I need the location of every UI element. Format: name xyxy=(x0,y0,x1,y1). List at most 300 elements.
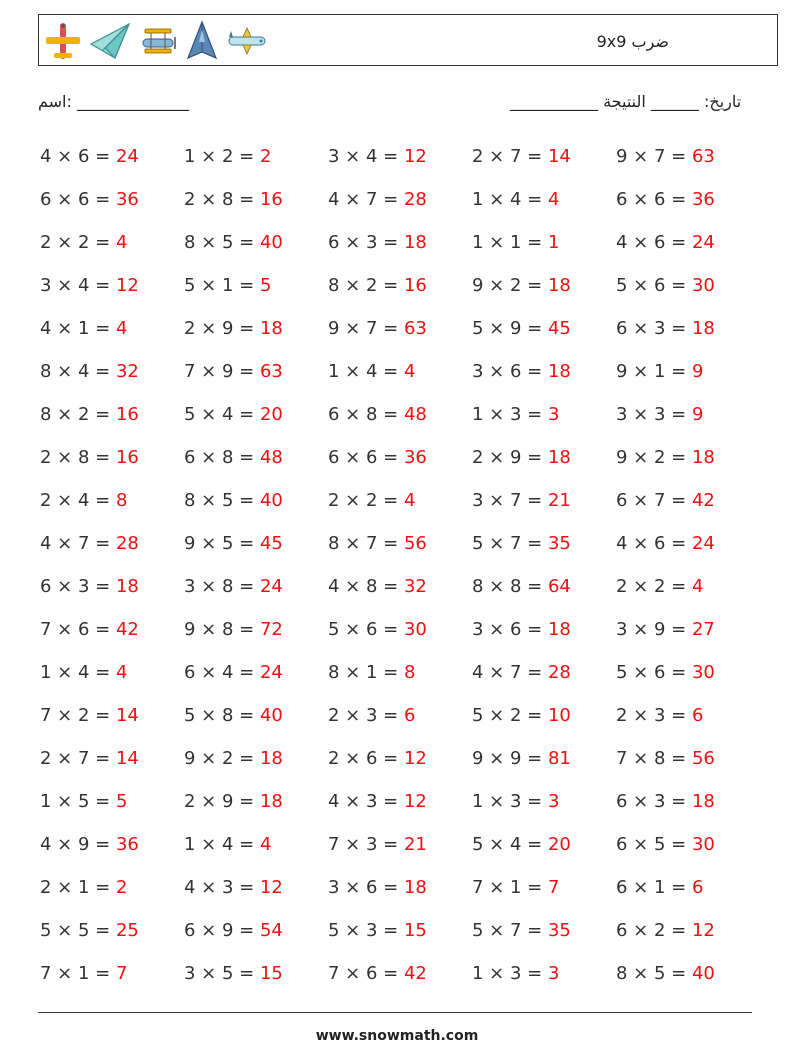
problem-cell xyxy=(40,135,184,178)
problem-expression: 7 × 6 = xyxy=(328,963,404,984)
header-icons xyxy=(43,19,269,63)
airliner-icon xyxy=(225,20,269,62)
problem-expression: 2 × 9 = xyxy=(184,791,260,812)
problem-expression: 1 × 2 = xyxy=(184,146,260,167)
problem-answer: 42 xyxy=(691,490,715,511)
problem-expression: 9 × 5 = xyxy=(184,533,260,554)
problem-expression: 3 × 6 = xyxy=(472,619,548,640)
problem-answer: 18 xyxy=(403,232,427,253)
problem-expression: 6 × 8 = xyxy=(328,404,404,425)
problem-answer: 40 xyxy=(259,232,283,253)
problem-expression: 9 × 2 = xyxy=(472,275,548,296)
problem-answer: 24 xyxy=(691,533,715,554)
problem-answer: 3 xyxy=(547,791,560,812)
problem-answer: 45 xyxy=(259,533,283,554)
jet-icon xyxy=(185,20,219,62)
problem-answer: 81 xyxy=(547,748,571,769)
problem-expression: 6 × 6 = xyxy=(616,189,692,210)
problem-answer: 40 xyxy=(691,963,715,984)
problem-cell xyxy=(472,694,616,737)
problem-answer: 6 xyxy=(403,705,416,726)
problem-cell xyxy=(472,350,616,393)
problem-answer: 18 xyxy=(259,318,283,339)
problem-cell xyxy=(184,952,328,995)
paper-plane-icon xyxy=(89,20,131,62)
problem-cell xyxy=(328,909,472,952)
problem-answer: 24 xyxy=(259,662,283,683)
problem-expression: 2 × 3 = xyxy=(328,705,404,726)
problem-answer: 48 xyxy=(403,404,427,425)
problem-cell xyxy=(472,823,616,866)
problem-answer: 18 xyxy=(259,791,283,812)
problem-answer: 1 xyxy=(547,232,560,253)
problem-expression: 3 × 3 = xyxy=(616,404,692,425)
problem-expression: 8 × 5 = xyxy=(616,963,692,984)
problem-answer: 54 xyxy=(259,920,283,941)
problem-expression: 7 × 6 = xyxy=(40,619,116,640)
problem-expression: 8 × 5 = xyxy=(184,490,260,511)
problem-expression: 5 × 7 = xyxy=(472,920,548,941)
problem-answer: 10 xyxy=(547,705,571,726)
problem-cell xyxy=(472,565,616,608)
problem-cell xyxy=(616,522,760,565)
problem-answer: 21 xyxy=(403,834,427,855)
problem-expression: 1 × 4 = xyxy=(184,834,260,855)
problem-answer: 36 xyxy=(691,189,715,210)
worksheet-header xyxy=(38,14,778,66)
problem-cell xyxy=(40,651,184,694)
problem-expression: 5 × 6 = xyxy=(616,662,692,683)
problem-expression: 8 × 8 = xyxy=(472,576,548,597)
problem-cell xyxy=(328,823,472,866)
problem-answer: 21 xyxy=(547,490,571,511)
problem-cell xyxy=(184,866,328,909)
problem-cell xyxy=(616,737,760,780)
problem-cell xyxy=(40,436,184,479)
problem-expression: 2 × 8 = xyxy=(40,447,116,468)
problem-answer: 9 xyxy=(691,404,704,425)
problem-cell xyxy=(328,565,472,608)
problem-expression: 8 × 2 = xyxy=(328,275,404,296)
problem-cell xyxy=(472,522,616,565)
problem-answer: 5 xyxy=(259,275,272,296)
problem-expression: 5 × 2 = xyxy=(472,705,548,726)
problem-answer: 36 xyxy=(115,189,139,210)
problem-answer: 20 xyxy=(547,834,571,855)
problem-expression: 2 × 7 = xyxy=(40,748,116,769)
problem-answer: 2 xyxy=(259,146,272,167)
problem-answer: 9 xyxy=(691,361,704,382)
problem-expression: 4 × 7 = xyxy=(328,189,404,210)
problem-grid xyxy=(40,135,760,995)
problem-expression: 3 × 6 = xyxy=(328,877,404,898)
problem-cell xyxy=(184,780,328,823)
problem-expression: 9 × 7 = xyxy=(616,146,692,167)
problem-expression: 2 × 4 = xyxy=(40,490,116,511)
problem-cell xyxy=(472,479,616,522)
problem-expression: 3 × 6 = xyxy=(472,361,548,382)
problem-expression: 3 × 4 = xyxy=(40,275,116,296)
problem-expression: 4 × 6 = xyxy=(40,146,116,167)
problem-expression: 6 × 3 = xyxy=(616,791,692,812)
problem-answer: 20 xyxy=(259,404,283,425)
problem-answer: 56 xyxy=(403,533,427,554)
problem-cell xyxy=(184,436,328,479)
problem-cell xyxy=(328,393,472,436)
problem-cell xyxy=(40,522,184,565)
problem-answer: 8 xyxy=(403,662,416,683)
problem-answer: 18 xyxy=(547,619,571,640)
problem-cell xyxy=(184,178,328,221)
problem-expression: 2 × 9 = xyxy=(184,318,260,339)
problem-answer: 4 xyxy=(115,318,128,339)
problem-answer: 16 xyxy=(403,275,427,296)
problem-expression: 8 × 7 = xyxy=(328,533,404,554)
problem-cell xyxy=(184,350,328,393)
problem-expression: 5 × 7 = xyxy=(472,533,548,554)
problem-cell xyxy=(184,522,328,565)
problem-cell xyxy=(616,565,760,608)
problem-answer: 18 xyxy=(403,877,427,898)
problem-cell xyxy=(40,952,184,995)
problem-answer: 30 xyxy=(691,834,715,855)
problem-expression: 9 × 2 = xyxy=(184,748,260,769)
problem-expression: 1 × 3 = xyxy=(472,791,548,812)
name-field: اسم: ______________ xyxy=(38,92,189,111)
problem-expression: 7 × 1 = xyxy=(472,877,548,898)
problem-answer: 63 xyxy=(259,361,283,382)
problem-cell xyxy=(472,393,616,436)
problem-cell xyxy=(472,135,616,178)
problem-cell xyxy=(472,866,616,909)
problem-answer: 32 xyxy=(403,576,427,597)
problem-answer: 48 xyxy=(259,447,283,468)
problem-cell xyxy=(40,737,184,780)
problem-expression: 2 × 9 = xyxy=(472,447,548,468)
problem-expression: 6 × 8 = xyxy=(184,447,260,468)
problem-answer: 12 xyxy=(403,146,427,167)
problem-answer: 18 xyxy=(115,576,139,597)
problem-cell xyxy=(40,823,184,866)
problem-expression: 5 × 9 = xyxy=(472,318,548,339)
problem-answer: 16 xyxy=(259,189,283,210)
problem-cell xyxy=(472,737,616,780)
problem-answer: 2 xyxy=(115,877,128,898)
problem-expression: 6 × 3 = xyxy=(328,232,404,253)
problem-cell xyxy=(616,694,760,737)
problem-answer: 24 xyxy=(115,146,139,167)
problem-expression: 3 × 7 = xyxy=(472,490,548,511)
problem-cell xyxy=(616,393,760,436)
problem-expression: 5 × 6 = xyxy=(616,275,692,296)
problem-answer: 30 xyxy=(691,275,715,296)
problem-cell xyxy=(328,221,472,264)
problem-answer: 24 xyxy=(259,576,283,597)
problem-cell xyxy=(328,952,472,995)
problem-cell xyxy=(616,952,760,995)
problem-expression: 8 × 4 = xyxy=(40,361,116,382)
problem-answer: 12 xyxy=(115,275,139,296)
problem-cell xyxy=(616,264,760,307)
problem-answer: 12 xyxy=(403,748,427,769)
problem-answer: 4 xyxy=(115,232,128,253)
problem-answer: 42 xyxy=(115,619,139,640)
problem-answer: 14 xyxy=(115,748,139,769)
footer-divider xyxy=(38,1012,752,1013)
problem-answer: 4 xyxy=(115,662,128,683)
problem-expression: 9 × 2 = xyxy=(616,447,692,468)
problem-answer: 24 xyxy=(691,232,715,253)
problem-cell xyxy=(40,264,184,307)
problem-expression: 5 × 8 = xyxy=(184,705,260,726)
problem-answer: 18 xyxy=(691,447,715,468)
problem-cell xyxy=(328,522,472,565)
problem-cell xyxy=(616,651,760,694)
problem-cell xyxy=(472,780,616,823)
problem-expression: 6 × 3 = xyxy=(40,576,116,597)
problem-answer: 72 xyxy=(259,619,283,640)
problem-answer: 4 xyxy=(259,834,272,855)
problem-answer: 27 xyxy=(691,619,715,640)
problem-answer: 8 xyxy=(115,490,128,511)
problem-cell xyxy=(616,608,760,651)
problem-expression: 2 × 3 = xyxy=(616,705,692,726)
problem-cell xyxy=(184,651,328,694)
problem-answer: 3 xyxy=(547,963,560,984)
problem-expression: 2 × 2 = xyxy=(328,490,404,511)
problem-answer: 4 xyxy=(403,361,416,382)
biplane-icon xyxy=(137,20,179,62)
problem-answer: 16 xyxy=(115,404,139,425)
problem-expression: 6 × 7 = xyxy=(616,490,692,511)
problem-expression: 2 × 2 = xyxy=(40,232,116,253)
problem-expression: 3 × 5 = xyxy=(184,963,260,984)
problem-expression: 7 × 1 = xyxy=(40,963,116,984)
problem-expression: 1 × 4 = xyxy=(472,189,548,210)
problem-answer: 3 xyxy=(547,404,560,425)
problem-expression: 6 × 6 = xyxy=(40,189,116,210)
problem-expression: 8 × 1 = xyxy=(328,662,404,683)
problem-cell xyxy=(40,909,184,952)
problem-cell xyxy=(616,436,760,479)
problem-answer: 28 xyxy=(115,533,139,554)
problem-cell xyxy=(472,264,616,307)
problem-cell xyxy=(328,436,472,479)
problem-cell xyxy=(40,307,184,350)
problem-cell xyxy=(616,780,760,823)
problem-answer: 15 xyxy=(259,963,283,984)
problem-expression: 1 × 4 = xyxy=(328,361,404,382)
problem-expression: 6 × 4 = xyxy=(184,662,260,683)
problem-expression: 5 × 4 = xyxy=(472,834,548,855)
problem-expression: 6 × 1 = xyxy=(616,877,692,898)
problem-expression: 1 × 3 = xyxy=(472,963,548,984)
problem-cell xyxy=(328,780,472,823)
problem-cell xyxy=(328,479,472,522)
problem-expression: 4 × 1 = xyxy=(40,318,116,339)
problem-answer: 64 xyxy=(547,576,571,597)
problem-cell xyxy=(184,307,328,350)
problem-cell xyxy=(40,350,184,393)
problem-answer: 7 xyxy=(115,963,128,984)
problem-expression: 9 × 1 = xyxy=(616,361,692,382)
problem-answer: 18 xyxy=(547,275,571,296)
problem-cell xyxy=(328,651,472,694)
problem-cell xyxy=(616,221,760,264)
problem-cell xyxy=(40,866,184,909)
problem-cell xyxy=(184,393,328,436)
problem-expression: 4 × 6 = xyxy=(616,232,692,253)
worksheet-title: ضرب 9x9 xyxy=(596,31,669,51)
problem-cell xyxy=(328,737,472,780)
problem-expression: 4 × 6 = xyxy=(616,533,692,554)
problem-cell xyxy=(328,135,472,178)
problem-cell xyxy=(184,823,328,866)
problem-cell xyxy=(328,608,472,651)
problem-cell xyxy=(184,135,328,178)
problem-cell xyxy=(328,178,472,221)
problem-answer: 18 xyxy=(547,361,571,382)
problem-cell xyxy=(40,694,184,737)
problem-answer: 12 xyxy=(691,920,715,941)
problem-cell xyxy=(472,651,616,694)
problem-cell xyxy=(40,393,184,436)
problem-answer: 4 xyxy=(547,189,560,210)
problem-cell xyxy=(472,909,616,952)
problem-cell xyxy=(184,221,328,264)
problem-expression: 4 × 7 = xyxy=(472,662,548,683)
problem-cell xyxy=(184,565,328,608)
problem-expression: 2 × 6 = xyxy=(328,748,404,769)
problem-expression: 7 × 9 = xyxy=(184,361,260,382)
problem-cell xyxy=(472,307,616,350)
problem-cell xyxy=(616,866,760,909)
problem-expression: 9 × 8 = xyxy=(184,619,260,640)
problem-cell xyxy=(616,909,760,952)
problem-expression: 1 × 5 = xyxy=(40,791,116,812)
problem-expression: 5 × 1 = xyxy=(184,275,260,296)
problem-answer: 36 xyxy=(403,447,427,468)
problem-answer: 18 xyxy=(547,447,571,468)
date-score-field: تاريخ: ______ النتيجة ___________ xyxy=(510,92,742,111)
problem-answer: 4 xyxy=(691,576,704,597)
problem-cell xyxy=(40,178,184,221)
problem-cell xyxy=(328,866,472,909)
problem-cell xyxy=(184,737,328,780)
problem-answer: 30 xyxy=(403,619,427,640)
problem-cell xyxy=(184,608,328,651)
problem-answer: 4 xyxy=(403,490,416,511)
problem-cell xyxy=(472,436,616,479)
problem-expression: 4 × 8 = xyxy=(328,576,404,597)
problem-expression: 3 × 9 = xyxy=(616,619,692,640)
problem-expression: 1 × 3 = xyxy=(472,404,548,425)
problem-answer: 63 xyxy=(403,318,427,339)
problem-expression: 6 × 2 = xyxy=(616,920,692,941)
problem-expression: 4 × 3 = xyxy=(184,877,260,898)
problem-answer: 28 xyxy=(547,662,571,683)
problem-expression: 1 × 4 = xyxy=(40,662,116,683)
problem-cell xyxy=(472,608,616,651)
problem-expression: 8 × 2 = xyxy=(40,404,116,425)
problem-cell xyxy=(616,178,760,221)
problem-cell xyxy=(616,350,760,393)
problem-answer: 16 xyxy=(115,447,139,468)
problem-expression: 9 × 9 = xyxy=(472,748,548,769)
problem-expression: 7 × 8 = xyxy=(616,748,692,769)
problem-expression: 7 × 2 = xyxy=(40,705,116,726)
problem-cell xyxy=(184,264,328,307)
footer-url: www.snowmath.com xyxy=(315,1028,479,1044)
problem-expression: 6 × 6 = xyxy=(328,447,404,468)
problem-answer: 56 xyxy=(691,748,715,769)
problem-cell xyxy=(616,307,760,350)
problem-answer: 63 xyxy=(691,146,715,167)
problem-cell xyxy=(184,909,328,952)
problem-expression: 3 × 4 = xyxy=(328,146,404,167)
problem-expression: 4 × 3 = xyxy=(328,791,404,812)
problem-answer: 18 xyxy=(691,791,715,812)
problem-cell xyxy=(328,264,472,307)
problem-answer: 15 xyxy=(403,920,427,941)
problem-cell xyxy=(328,350,472,393)
problem-answer: 7 xyxy=(547,877,560,898)
problem-expression: 1 × 1 = xyxy=(472,232,548,253)
problem-cell xyxy=(616,135,760,178)
problem-answer: 30 xyxy=(691,662,715,683)
problem-answer: 6 xyxy=(691,877,704,898)
problem-expression: 5 × 3 = xyxy=(328,920,404,941)
problem-cell xyxy=(40,565,184,608)
problem-answer: 28 xyxy=(403,189,427,210)
problem-expression: 3 × 8 = xyxy=(184,576,260,597)
problem-cell xyxy=(616,823,760,866)
problem-cell xyxy=(40,479,184,522)
problem-answer: 35 xyxy=(547,920,571,941)
problem-cell xyxy=(184,694,328,737)
problem-answer: 40 xyxy=(259,705,283,726)
cross-plane-icon xyxy=(43,20,83,62)
problem-expression: 9 × 7 = xyxy=(328,318,404,339)
problem-expression: 2 × 8 = xyxy=(184,189,260,210)
problem-answer: 32 xyxy=(115,361,139,382)
problem-answer: 25 xyxy=(115,920,139,941)
problem-expression: 6 × 3 = xyxy=(616,318,692,339)
problem-expression: 6 × 5 = xyxy=(616,834,692,855)
problem-expression: 4 × 7 = xyxy=(40,533,116,554)
problem-answer: 14 xyxy=(115,705,139,726)
problem-expression: 2 × 2 = xyxy=(616,576,692,597)
problem-answer: 14 xyxy=(547,146,571,167)
problem-answer: 18 xyxy=(691,318,715,339)
problem-expression: 6 × 9 = xyxy=(184,920,260,941)
problem-answer: 18 xyxy=(259,748,283,769)
problem-answer: 12 xyxy=(403,791,427,812)
problem-expression: 5 × 6 = xyxy=(328,619,404,640)
problem-cell xyxy=(40,221,184,264)
problem-cell xyxy=(616,479,760,522)
problem-cell xyxy=(472,178,616,221)
problem-cell xyxy=(328,694,472,737)
problem-expression: 8 × 5 = xyxy=(184,232,260,253)
problem-expression: 2 × 1 = xyxy=(40,877,116,898)
problem-expression: 5 × 4 = xyxy=(184,404,260,425)
problem-expression: 5 × 5 = xyxy=(40,920,116,941)
problem-expression: 2 × 7 = xyxy=(472,146,548,167)
problem-expression: 7 × 3 = xyxy=(328,834,404,855)
problem-cell xyxy=(472,952,616,995)
problem-answer: 12 xyxy=(259,877,283,898)
